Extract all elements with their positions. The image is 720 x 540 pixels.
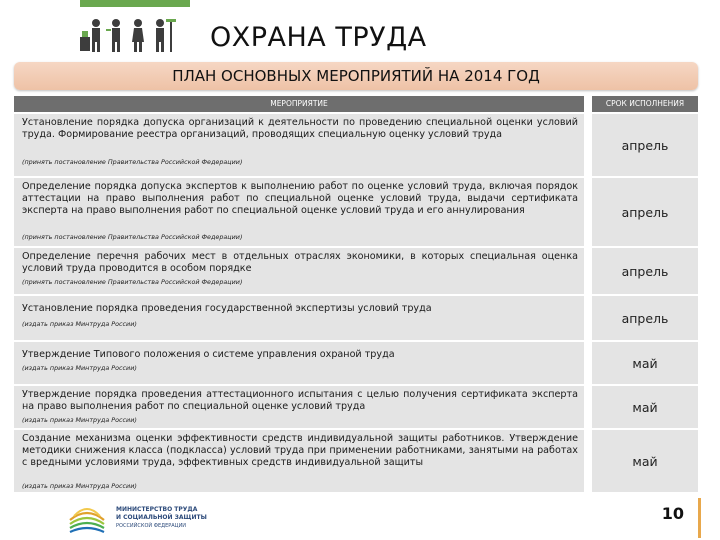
activity-note: (принять постановление Правительства Российской Федерации) [22, 233, 243, 241]
activity-note: (принять постановление Правительства Российской Федерации) [22, 278, 243, 286]
ministry-logo-icon [64, 500, 110, 536]
deadline-cell: май [592, 342, 698, 384]
banner-title: ПЛАН ОСНОВНЫХ МЕРОПРИЯТИЙ НА 2014 ГОД [172, 67, 540, 85]
activity-cell [14, 430, 584, 492]
page-number: 10 [661, 504, 684, 523]
plan-banner [14, 62, 698, 90]
ministry-name [116, 506, 207, 530]
activity-text: Установление порядка проведения государственной экспертизы условий труда [22, 303, 432, 314]
header-accent-bar [80, 0, 190, 7]
table-row [14, 386, 698, 428]
activity-text: Определение порядка допуска экспертов к выполнению работ по оценке условий труда, включая порядок аттестации на право выполнения работ по специальной оценке условий труда, выдачи сертификата эксперта на право выполнения работ по специальной оценке условий труда и его аннулирования [22, 181, 578, 216]
activity-cell [14, 342, 584, 384]
activity-note: (издать приказ Минтруда России) [22, 364, 137, 372]
table-row [14, 178, 698, 246]
activity-cell [14, 178, 584, 246]
workers-icon [78, 17, 188, 53]
table-row [14, 342, 698, 384]
deadline-cell: май [592, 386, 698, 428]
column-header-activity: МЕРОПРИЯТИЕ [14, 96, 584, 112]
deadline-cell: апрель [592, 248, 698, 294]
activity-cell [14, 386, 584, 428]
ministry-line-1: МИНИСТЕРСТВО ТРУДА [116, 506, 198, 513]
activity-note: (издать приказ Минтруда России) [22, 416, 137, 424]
table-row [14, 248, 698, 294]
deadline-cell: апрель [592, 296, 698, 340]
activity-note: (издать приказ Минтруда России) [22, 482, 137, 490]
deadline-cell: апрель [592, 114, 698, 176]
ministry-line-2: И СОЦИАЛЬНОЙ ЗАЩИТЫ [116, 514, 207, 521]
activity-cell [14, 114, 584, 176]
activity-text: Утверждение порядка проведения аттестационного испытания с целью получения сертификата эксперта на право выполнения работ по специальной оценке условий труда [22, 389, 578, 412]
activity-note: (принять постановление Правительства Российской Федерации) [22, 158, 243, 166]
activity-text: Утверждение Типового положения о системе управления охраной труда [22, 349, 395, 360]
deadline-cell: май [592, 430, 698, 492]
activity-text: Создание механизма оценки эффективности средств индивидуальной защиты работников. Утверждение методики снижения класса (подкласса) условий труда при применении работниками, занятыми на работах с вредными условиями труда, эффективных средств индивидуальной защиты [22, 433, 578, 468]
activity-cell [14, 296, 584, 340]
page-title: ОХРАНА ТРУДА [210, 22, 427, 53]
activity-text: Определение перечня рабочих мест в отдельных отраслях экономики, в которых специальная оценка условий труда проводится в особом порядке [22, 251, 578, 274]
table-row [14, 296, 698, 340]
table-row [14, 430, 698, 492]
ministry-line-3: РОССИЙСКОЙ ФЕДЕРАЦИИ [116, 523, 187, 529]
activity-text: Установление порядка допуска организаций к деятельности по проведению специальной оценки условий труда. Формирование реестра организаций, проводящих специальную оценку условий труда [22, 117, 578, 140]
table-row [14, 114, 698, 176]
deadline-cell: апрель [592, 178, 698, 246]
activity-note: (издать приказ Минтруда России) [22, 320, 137, 328]
column-header-deadline: СРОК ИСПОЛНЕНИЯ [592, 96, 698, 112]
page-number-box [638, 498, 701, 538]
activity-cell [14, 248, 584, 294]
